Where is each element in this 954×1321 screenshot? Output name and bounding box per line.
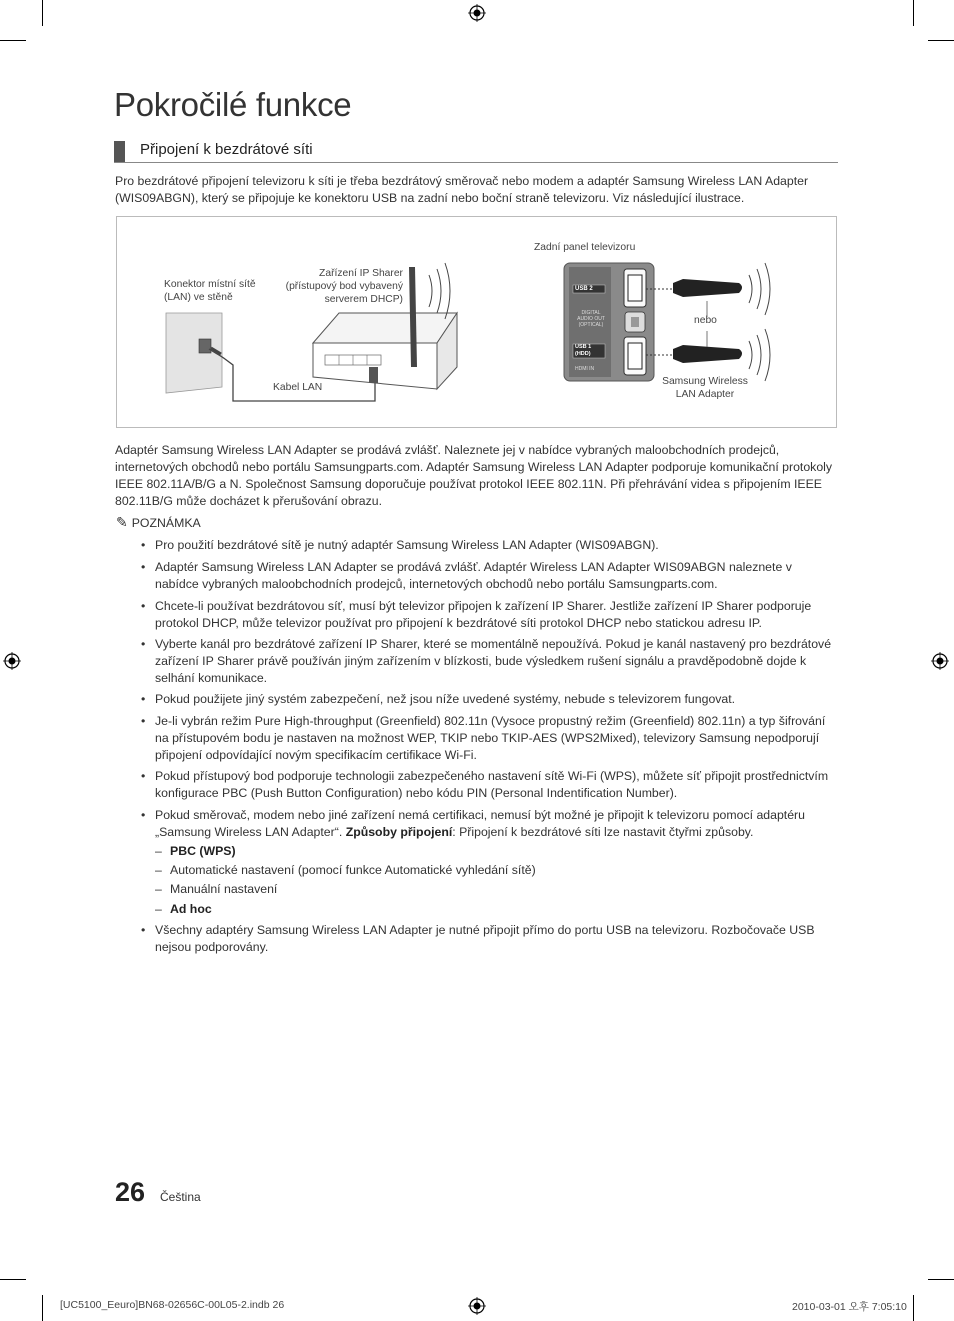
router-top	[313, 313, 457, 343]
pencil-icon: ✎	[116, 514, 128, 530]
methods-label: Způsoby připojení	[345, 825, 453, 839]
page-number: 26	[115, 1177, 146, 1207]
registration-mark-icon	[931, 652, 949, 670]
method-item: – Ad hoc	[155, 902, 212, 916]
note-heading	[116, 514, 201, 531]
registration-mark-icon	[3, 652, 21, 670]
section-title: Připojení k bezdrátové síti	[140, 141, 313, 158]
section-divider	[114, 162, 838, 163]
lan-cable-label: Kabel LAN	[273, 382, 323, 393]
section-marker	[114, 141, 125, 162]
note-item: • Vyberte kanál pro bezdrátové zařízení IP Sharer, které se momentálně nepoužívá. Pokud je kanál nastavený pro bezdrátové zařízení IP Sharer právě používán jiným zařízením v blízkosti, bude výsledkem rušení signálu a pravděpodobně dojde k selhání komunikace.	[155, 636, 837, 687]
intro-paragraph: Pro bezdrátové připojení televizoru k síti je třeba bezdrátový směrovač nebo modem a adaptér Samsung Wireless LAN Adapter (WIS09ABGN), který se připojuje ke konektoru USB na zadní nebo boční straně televizoru. Viz následující ilustrace.	[115, 174, 809, 205]
signal-wave-icon	[429, 275, 432, 307]
footer-date: 2010-03-01 오후 7:05:10	[792, 1301, 907, 1313]
usb1-port-label: USB 1 (HDD)	[575, 344, 592, 357]
note-item: • Pro použití bezdrátové sítě je nutný adaptér Samsung Wireless LAN Adapter (WIS09ABGN).	[155, 537, 837, 554]
wireless-adapter-top	[673, 279, 742, 297]
router-lan-plug	[369, 367, 378, 383]
footer-filename: [UC5100_Eeuro]BN68-02656C-00L05-2.indb 26	[60, 1299, 285, 1311]
signal-wave-icon	[749, 275, 752, 303]
crop-mark	[913, 0, 914, 26]
registration-mark-icon	[468, 1297, 486, 1315]
crop-mark	[913, 1295, 914, 1321]
adapter-description: Adaptér Samsung Wireless LAN Adapter se prodává zvlášť. Naleznete jej v nabídce vybraných maloobchodních prodejců, internetových obchodů nebo portálu Samsungparts.com. Adaptér Samsung Wireless LAN Adapter podporuje komunikační protokoly IEEE 802.11A/B/G a N. Společnost Samsung doporučuje používat protokol IEEE 802.11N. Při přehrávání videa s připojením IEEE 802.11B/G může docházet k přerušování obrazu.	[115, 443, 833, 508]
adapter-label: Samsung Wireless LAN Adapter	[662, 376, 748, 400]
signal-wave-icon	[749, 341, 752, 369]
note-item: • Pokud použijete jiný systém zabezpečení, než jsou níže uvedené systémy, nebude s televizorem fungovat.	[155, 691, 837, 708]
crop-mark	[0, 1279, 26, 1280]
note-item: • Adaptér Samsung Wireless LAN Adapter se prodává zvlášť. Adaptér Wireless LAN Adapter WIS09ABGN naleznete v nabídce vybraných maloobchodních prodejců, internetových obchodů nebo portálu Samsungparts.com.	[155, 559, 837, 593]
note-item: • Chcete-li používat bezdrátovou síť, musí být televizor připojen k zařízení IP Sharer. Jestliže zařízení IP Sharer podporuje protokol DHCP, může televizor používat pro připojení k bezdrátové síti protokol DHCP nebo statickou adresu IP.	[155, 598, 837, 632]
wall-socket-icon	[199, 339, 211, 353]
page-title: Pokročilé funkce	[114, 86, 352, 123]
page-language: Čeština	[160, 1190, 201, 1204]
wireless-adapter-bottom	[673, 345, 742, 363]
note-item: • Je-li vybrán režim Pure High-throughput (Greenfield) 802.11n (Vysoce propustný režim (Greenfield) 802.11n) a typ šifrování na přístupovém bodu je nastaven na možnost WEP, TKIP nebo TKIP-AES (WPS2Mixed), televizory Samsung nepodporují připojení odpovídající novým specifikacím certifikace Wi-Fi.	[155, 713, 837, 764]
method-item: – Automatické nastavení (pomocí funkce Automatické vyhledání sítě)	[155, 863, 536, 877]
note-label: POZNÁMKA	[131, 516, 201, 530]
wall-panel	[166, 313, 222, 393]
optical-port-label: DIGITAL AUDIO OUT (OPTICAL)	[577, 310, 605, 328]
hdmi-port-label: HDMI IN	[575, 366, 595, 372]
connection-diagram	[116, 216, 837, 428]
crop-mark	[42, 0, 43, 26]
method-item: – Manuální nastavení	[155, 882, 278, 896]
wall-connector-label: Konektor místní sítě (LAN) ve stěně	[164, 279, 256, 303]
crop-mark	[928, 40, 954, 41]
method-item: – PBC (WPS)	[155, 844, 236, 858]
note-item: • Pokud přístupový bod podporuje technologii zabezpečeného nastavení sítě Wi-Fi (WPS), můžete síť připojit prostřednictvím konfigurace PBC (Push Button Configuration) nebo kódu PIN (Personal Indentification Number).	[155, 768, 837, 802]
note-item: • Všechny adaptéry Samsung Wireless LAN Adapter je nutné připojit přímo do portu USB na televizoru. Rozbočovače USB nejsou podporovány.	[155, 922, 837, 956]
crop-mark	[928, 1279, 954, 1280]
note-item: • Pokud směrovač, modem nebo jiné zařízení nemá certifikaci, nemusí být možné je připojit k televizoru pomocí adaptéru „Samsung Wireless LAN Adapter“. Způsoby připojení: Připojení k bezdrátové síti lze nastavit čtyřmi způsoby.	[155, 807, 837, 841]
crop-mark	[0, 40, 26, 41]
or-label: nebo	[694, 315, 717, 326]
registration-mark-icon	[468, 4, 486, 22]
tv-panel-label: Zadní panel televizoru	[534, 242, 636, 253]
ip-sharer-label: Zařízení IP Sharer (přístupový bod vybavený serverem DHCP)	[285, 268, 403, 305]
crop-mark	[42, 1295, 43, 1321]
usb2-port-label: USB 2	[575, 286, 593, 292]
